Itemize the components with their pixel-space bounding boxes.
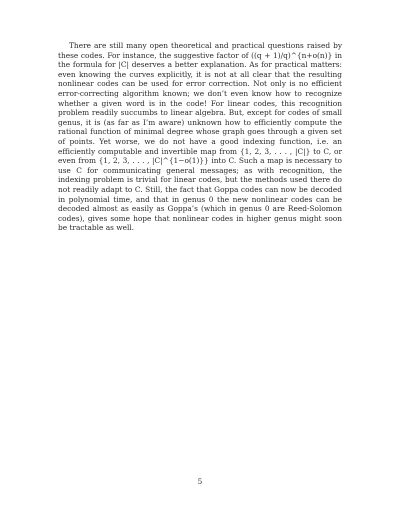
page-number: 5 — [197, 477, 203, 486]
body-paragraph: There are still many open theoretical and practical questions raised by these codes. For instance, the suggestive factor of ((q + 1)/q)^{n+o(n)} in the formula for |C| deserves a better explanation. As for practical matters: even knowing the curves explicitly, it is not at all clear that the resulting nonlinear codes can be used for error correction. Not only is no efficient error-correcting algorithm known; we don’t even know how to recognize whether a given word is in the code! For linear codes, this recognition problem readily succumbs to linear algebra. But, except for codes of small genus, it is (as far as I’m aware) unknown how to efficiently compute the rational function of minimal degree whose graph goes through a given set of points. Yet worse, we do not have a good indexing function, i.e. an efficiently computable and invertible map from {1, 2, 3, . . . , |C|} to C, or even from {1, 2, 3, . . . , |C|^{1−o(1)}} into C. Such a map is necessary to use C for communicating general messages; as with recognition, the indexing problem is trivial for linear codes, but the methods used there do not readily adapt to C. Still, the fact that Goppa codes can now be decoded in polynomial time, and that in genus 0 the new nonlinear codes can be decoded almost as easily as Goppa’s (which in genus 0 are Reed-Solomon codes), gives some hope that nonlinear codes in higher genus might soon be tractable as well. — [58, 41, 342, 233]
